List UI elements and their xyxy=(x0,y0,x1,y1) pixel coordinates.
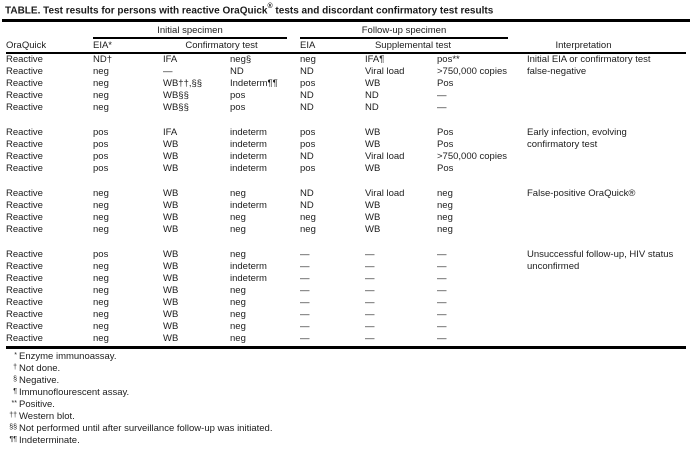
table-row xyxy=(6,127,686,139)
table-row xyxy=(6,188,686,200)
cell-supplemental-result: — xyxy=(437,249,447,260)
cell-interpretation xyxy=(527,90,686,102)
cell-oraquick: Reactive xyxy=(6,90,43,101)
cell-oraquick: Reactive xyxy=(6,285,43,296)
cell-eia-followup: ND xyxy=(300,188,314,199)
cell-confirmatory-test: WB xyxy=(163,139,179,150)
cell-confirmatory-result: pos xyxy=(230,90,246,101)
cell-oraquick: Reactive xyxy=(6,212,43,223)
cell-supplemental-result: — xyxy=(437,261,447,272)
cell-supplemental-test: WB xyxy=(365,224,381,235)
table-title-text-cont: tests and discordant confirmatory test results xyxy=(272,5,494,17)
cell-oraquick: Reactive xyxy=(6,139,43,150)
cell-oraquick: Reactive xyxy=(6,127,43,138)
cell-confirmatory-result: neg xyxy=(230,224,246,235)
column-header-row xyxy=(6,39,686,52)
cell-confirmatory-test: WB xyxy=(163,321,179,332)
spanner-spacer xyxy=(6,25,93,39)
cell-supplemental-test: WB xyxy=(365,212,381,223)
cell-supplemental-result: — xyxy=(437,309,447,320)
cell-supplemental-result: — xyxy=(437,333,447,344)
cell-eia-initial: neg xyxy=(93,102,109,113)
table-row xyxy=(6,297,686,309)
footnote-text: Positive. xyxy=(19,399,55,410)
cell-supplemental-result: >750,000 copies xyxy=(437,151,507,162)
cell-eia-initial: pos xyxy=(93,163,109,174)
cell-supplemental-result: Pos xyxy=(437,139,454,150)
cell-confirmatory-result: indeterm xyxy=(230,163,267,174)
table-title-text: TABLE. Test results for persons with reactive OraQuick xyxy=(5,5,268,17)
cell-interpretation xyxy=(527,321,686,333)
table-body xyxy=(6,54,686,345)
cell-supplemental-test: — xyxy=(365,333,375,344)
cell-eia-followup: pos xyxy=(300,163,316,174)
cell-confirmatory-result: neg xyxy=(230,249,246,260)
cell-supplemental-result: pos** xyxy=(437,54,460,65)
cell-eia-followup: — xyxy=(300,273,310,284)
cell-confirmatory-test: WB xyxy=(163,224,179,235)
cell-confirmatory-result: indeterm xyxy=(230,200,267,211)
cell-interpretation: Initial EIA or confirmatory test xyxy=(527,54,651,65)
cell-confirmatory-test: WB xyxy=(163,200,179,211)
footnote-line xyxy=(4,375,688,387)
cell-confirmatory-test: WB xyxy=(163,151,179,162)
cell-supplemental-test: — xyxy=(365,321,375,332)
table-row xyxy=(6,249,686,261)
cell-eia-initial: neg xyxy=(93,321,109,332)
col-header-supplemental-test: Supplemental test xyxy=(374,40,452,51)
cell-oraquick: Reactive xyxy=(6,309,43,320)
cell-eia-followup: pos xyxy=(300,78,316,89)
footnote-marker: † xyxy=(13,364,17,371)
cell-confirmatory-result: indeterm xyxy=(230,139,267,150)
cell-eia-followup: — xyxy=(300,285,310,296)
cell-eia-initial: pos xyxy=(93,151,109,162)
cell-supplemental-test: — xyxy=(365,297,375,308)
cell-confirmatory-result: indeterm xyxy=(230,151,267,162)
cell-confirmatory-test: WB xyxy=(163,285,179,296)
table-row xyxy=(6,273,686,285)
table-row xyxy=(6,78,686,90)
bottom-rule xyxy=(6,346,686,349)
footnote-text: Western blot. xyxy=(19,411,75,422)
cell-supplemental-test: ND xyxy=(365,90,379,101)
spanner-spacer xyxy=(527,25,686,39)
cell-eia-initial: neg xyxy=(93,285,109,296)
cell-interpretation xyxy=(527,285,686,297)
cell-oraquick: Reactive xyxy=(6,273,43,284)
table-row xyxy=(6,333,686,345)
spanner-row xyxy=(6,25,686,39)
cell-eia-initial: neg xyxy=(93,297,109,308)
cell-confirmatory-test: — xyxy=(163,66,173,77)
cell-oraquick: Reactive xyxy=(6,261,43,272)
cell-supplemental-result: — xyxy=(437,273,447,284)
footnote-marker: * xyxy=(14,352,17,359)
cell-supplemental-test: Viral load xyxy=(365,188,405,199)
cell-interpretation: unconfirmed xyxy=(527,261,580,272)
cell-supplemental-result: — xyxy=(437,321,447,332)
cell-supplemental-test: WB xyxy=(365,78,381,89)
cell-oraquick: Reactive xyxy=(6,163,43,174)
footnote-line xyxy=(4,411,688,423)
cell-eia-initial: neg xyxy=(93,333,109,344)
cell-interpretation: Unsuccessful follow-up, HIV status xyxy=(527,249,674,260)
table-title xyxy=(5,4,493,16)
cell-interpretation xyxy=(527,212,686,224)
cell-confirmatory-test: IFA xyxy=(163,127,178,138)
footnote-line xyxy=(4,387,688,399)
cell-supplemental-result: Pos xyxy=(437,163,454,174)
cell-supplemental-test: WB xyxy=(365,139,381,150)
footnote-line xyxy=(4,435,688,447)
cell-eia-initial: pos xyxy=(93,249,109,260)
cell-oraquick: Reactive xyxy=(6,249,43,260)
footnote-line xyxy=(4,351,688,363)
cell-confirmatory-test: WB xyxy=(163,188,179,199)
cell-supplemental-test: WB xyxy=(365,127,381,138)
cell-eia-initial: neg xyxy=(93,200,109,211)
cell-supplemental-result: — xyxy=(437,285,447,296)
cell-confirmatory-test: WB xyxy=(163,333,179,344)
cell-confirmatory-result: neg xyxy=(230,297,246,308)
cell-interpretation xyxy=(527,151,686,163)
col-header-interpretation: Interpretation xyxy=(555,40,612,51)
table-row xyxy=(6,212,686,224)
table-row xyxy=(6,285,686,297)
cell-eia-followup: neg xyxy=(300,54,316,65)
cell-supplemental-result: neg xyxy=(437,224,453,235)
table-row xyxy=(6,151,686,163)
cell-interpretation xyxy=(527,163,686,175)
cell-confirmatory-test: WB xyxy=(163,261,179,272)
results-table xyxy=(6,25,686,349)
cell-oraquick: Reactive xyxy=(6,321,43,332)
cell-oraquick: Reactive xyxy=(6,200,43,211)
table-row xyxy=(6,321,686,333)
cell-eia-followup: ND xyxy=(300,90,314,101)
footnote-text: Immunoflourescent assay. xyxy=(19,387,130,398)
cell-supplemental-result: neg xyxy=(437,212,453,223)
cell-supplemental-test: — xyxy=(365,273,375,284)
cell-eia-followup: pos xyxy=(300,127,316,138)
cell-eia-followup: ND xyxy=(300,66,314,77)
cell-confirmatory-test: WB xyxy=(163,273,179,284)
footnotes xyxy=(4,351,688,447)
cell-confirmatory-test: WB xyxy=(163,297,179,308)
cell-supplemental-test: IFA¶ xyxy=(365,54,385,65)
cell-eia-initial: neg xyxy=(93,224,109,235)
cell-confirmatory-test: WB§§ xyxy=(163,102,189,113)
cell-oraquick: Reactive xyxy=(6,151,43,162)
cell-eia-followup: neg xyxy=(300,224,316,235)
footnote-marker: ** xyxy=(11,400,17,407)
cell-eia-followup: ND xyxy=(300,200,314,211)
cell-eia-followup: — xyxy=(300,333,310,344)
cell-eia-followup: ND xyxy=(300,102,314,113)
cell-interpretation xyxy=(527,297,686,309)
cell-interpretation: Early infection, evolving xyxy=(527,127,627,138)
cell-eia-initial: pos xyxy=(93,127,109,138)
cell-supplemental-result: neg xyxy=(437,200,453,211)
cell-supplemental-test: Viral load xyxy=(365,66,405,77)
cell-oraquick: Reactive xyxy=(6,66,43,77)
cell-confirmatory-result: pos xyxy=(230,102,246,113)
cell-supplemental-result: Pos xyxy=(437,78,454,89)
table-row xyxy=(6,261,686,273)
footnote-text: Not done. xyxy=(19,363,61,374)
cell-confirmatory-test: WB††,§§ xyxy=(163,78,203,89)
table-row xyxy=(6,163,686,175)
cell-confirmatory-test: WB xyxy=(163,212,179,223)
footnote-marker: §§ xyxy=(9,424,17,431)
cell-oraquick: Reactive xyxy=(6,297,43,308)
cell-interpretation xyxy=(527,273,686,285)
footnote-text: Negative. xyxy=(19,375,60,386)
spanner-initial-specimen: Initial specimen xyxy=(93,25,287,39)
cell-eia-initial: neg xyxy=(93,273,109,284)
cell-supplemental-test: WB xyxy=(365,163,381,174)
cell-confirmatory-test: WB§§ xyxy=(163,90,189,101)
cell-supplemental-test: Viral load xyxy=(365,151,405,162)
cell-supplemental-result: neg xyxy=(437,188,453,199)
footnote-line xyxy=(4,423,688,435)
cell-confirmatory-result: neg xyxy=(230,333,246,344)
col-header-confirmatory-test: Confirmatory test xyxy=(185,40,258,51)
cell-eia-followup: pos xyxy=(300,139,316,150)
cell-eia-followup: — xyxy=(300,309,310,320)
table-row xyxy=(6,102,686,114)
cell-oraquick: Reactive xyxy=(6,224,43,235)
cell-oraquick: Reactive xyxy=(6,78,43,89)
cell-confirmatory-result: neg xyxy=(230,321,246,332)
cell-interpretation xyxy=(527,333,686,345)
cell-confirmatory-result: ND xyxy=(230,66,244,77)
cell-supplemental-result: — xyxy=(437,90,447,101)
table-row xyxy=(6,139,686,151)
footnote-line xyxy=(4,363,688,375)
cell-supplemental-result: — xyxy=(437,102,447,113)
cell-interpretation: confirmatory test xyxy=(527,139,598,150)
cell-confirmatory-result: neg xyxy=(230,309,246,320)
cell-oraquick: Reactive xyxy=(6,333,43,344)
registered-trademark-icon: ® xyxy=(267,3,273,10)
spanner-follow-up-specimen: Follow-up specimen xyxy=(300,25,508,39)
col-header-eia-initial: EIA* xyxy=(93,40,113,51)
cell-eia-followup: ND xyxy=(300,151,314,162)
cell-interpretation xyxy=(527,200,686,212)
cell-confirmatory-result: Indeterm¶¶ xyxy=(230,78,278,89)
cell-interpretation: False-positive OraQuick® xyxy=(527,188,636,199)
footnote-marker: †† xyxy=(9,412,17,419)
cell-interpretation xyxy=(527,102,686,114)
cell-interpretation xyxy=(527,309,686,321)
cell-confirmatory-result: neg xyxy=(230,285,246,296)
cell-confirmatory-result: neg§ xyxy=(230,54,252,65)
table-row xyxy=(6,66,686,78)
cell-eia-initial: neg xyxy=(93,261,109,272)
footnote-marker: ¶¶ xyxy=(9,436,17,443)
cell-supplemental-test: ND xyxy=(365,102,379,113)
footnote-marker: § xyxy=(13,376,17,383)
cell-eia-followup: — xyxy=(300,261,310,272)
cell-supplemental-test: — xyxy=(365,261,375,272)
footnote-text: Not performed until after surveillance follow-up was initiated. xyxy=(19,423,273,434)
cell-confirmatory-test: WB xyxy=(163,309,179,320)
cell-eia-followup: — xyxy=(300,297,310,308)
table-row xyxy=(6,54,686,66)
cell-oraquick: Reactive xyxy=(6,54,43,65)
footnote-line xyxy=(4,399,688,411)
cell-eia-initial: neg xyxy=(93,309,109,320)
col-header-oraquick: OraQuick xyxy=(6,40,47,51)
cell-confirmatory-result: neg xyxy=(230,212,246,223)
cell-eia-followup: — xyxy=(300,249,310,260)
table-row xyxy=(6,90,686,102)
cell-interpretation xyxy=(527,78,686,90)
table-row xyxy=(6,309,686,321)
cell-supplemental-test: — xyxy=(365,309,375,320)
cell-interpretation xyxy=(527,224,686,236)
footnote-marker: ¶ xyxy=(13,388,17,395)
cell-confirmatory-test: WB xyxy=(163,249,179,260)
footnote-text: Enzyme immunoassay. xyxy=(19,351,117,362)
cell-eia-initial: neg xyxy=(93,78,109,89)
cell-eia-initial: neg xyxy=(93,212,109,223)
cell-eia-initial: pos xyxy=(93,139,109,150)
cell-eia-initial: neg xyxy=(93,66,109,77)
cell-confirmatory-result: indeterm xyxy=(230,127,267,138)
cell-confirmatory-test: WB xyxy=(163,163,179,174)
cell-eia-followup: neg xyxy=(300,212,316,223)
cell-supplemental-test: WB xyxy=(365,200,381,211)
title-rule xyxy=(2,19,690,22)
cell-confirmatory-result: indeterm xyxy=(230,261,267,272)
cell-supplemental-test: — xyxy=(365,249,375,260)
cell-oraquick: Reactive xyxy=(6,188,43,199)
cell-eia-initial: ND† xyxy=(93,54,113,65)
cell-eia-initial: neg xyxy=(93,90,109,101)
cell-supplemental-test: — xyxy=(365,285,375,296)
table-row xyxy=(6,200,686,212)
cell-supplemental-result: >750,000 copies xyxy=(437,66,507,77)
col-header-eia-followup: EIA xyxy=(300,40,316,51)
table-row xyxy=(6,224,686,236)
cell-supplemental-result: — xyxy=(437,297,447,308)
cell-confirmatory-result: neg xyxy=(230,188,246,199)
cell-eia-followup: — xyxy=(300,321,310,332)
cell-oraquick: Reactive xyxy=(6,102,43,113)
cell-confirmatory-result: indeterm xyxy=(230,273,267,284)
cell-interpretation: false-negative xyxy=(527,66,587,77)
cell-supplemental-result: Pos xyxy=(437,127,454,138)
footnote-text: Indeterminate. xyxy=(19,435,80,446)
cell-eia-initial: neg xyxy=(93,188,109,199)
cell-confirmatory-test: IFA xyxy=(163,54,178,65)
